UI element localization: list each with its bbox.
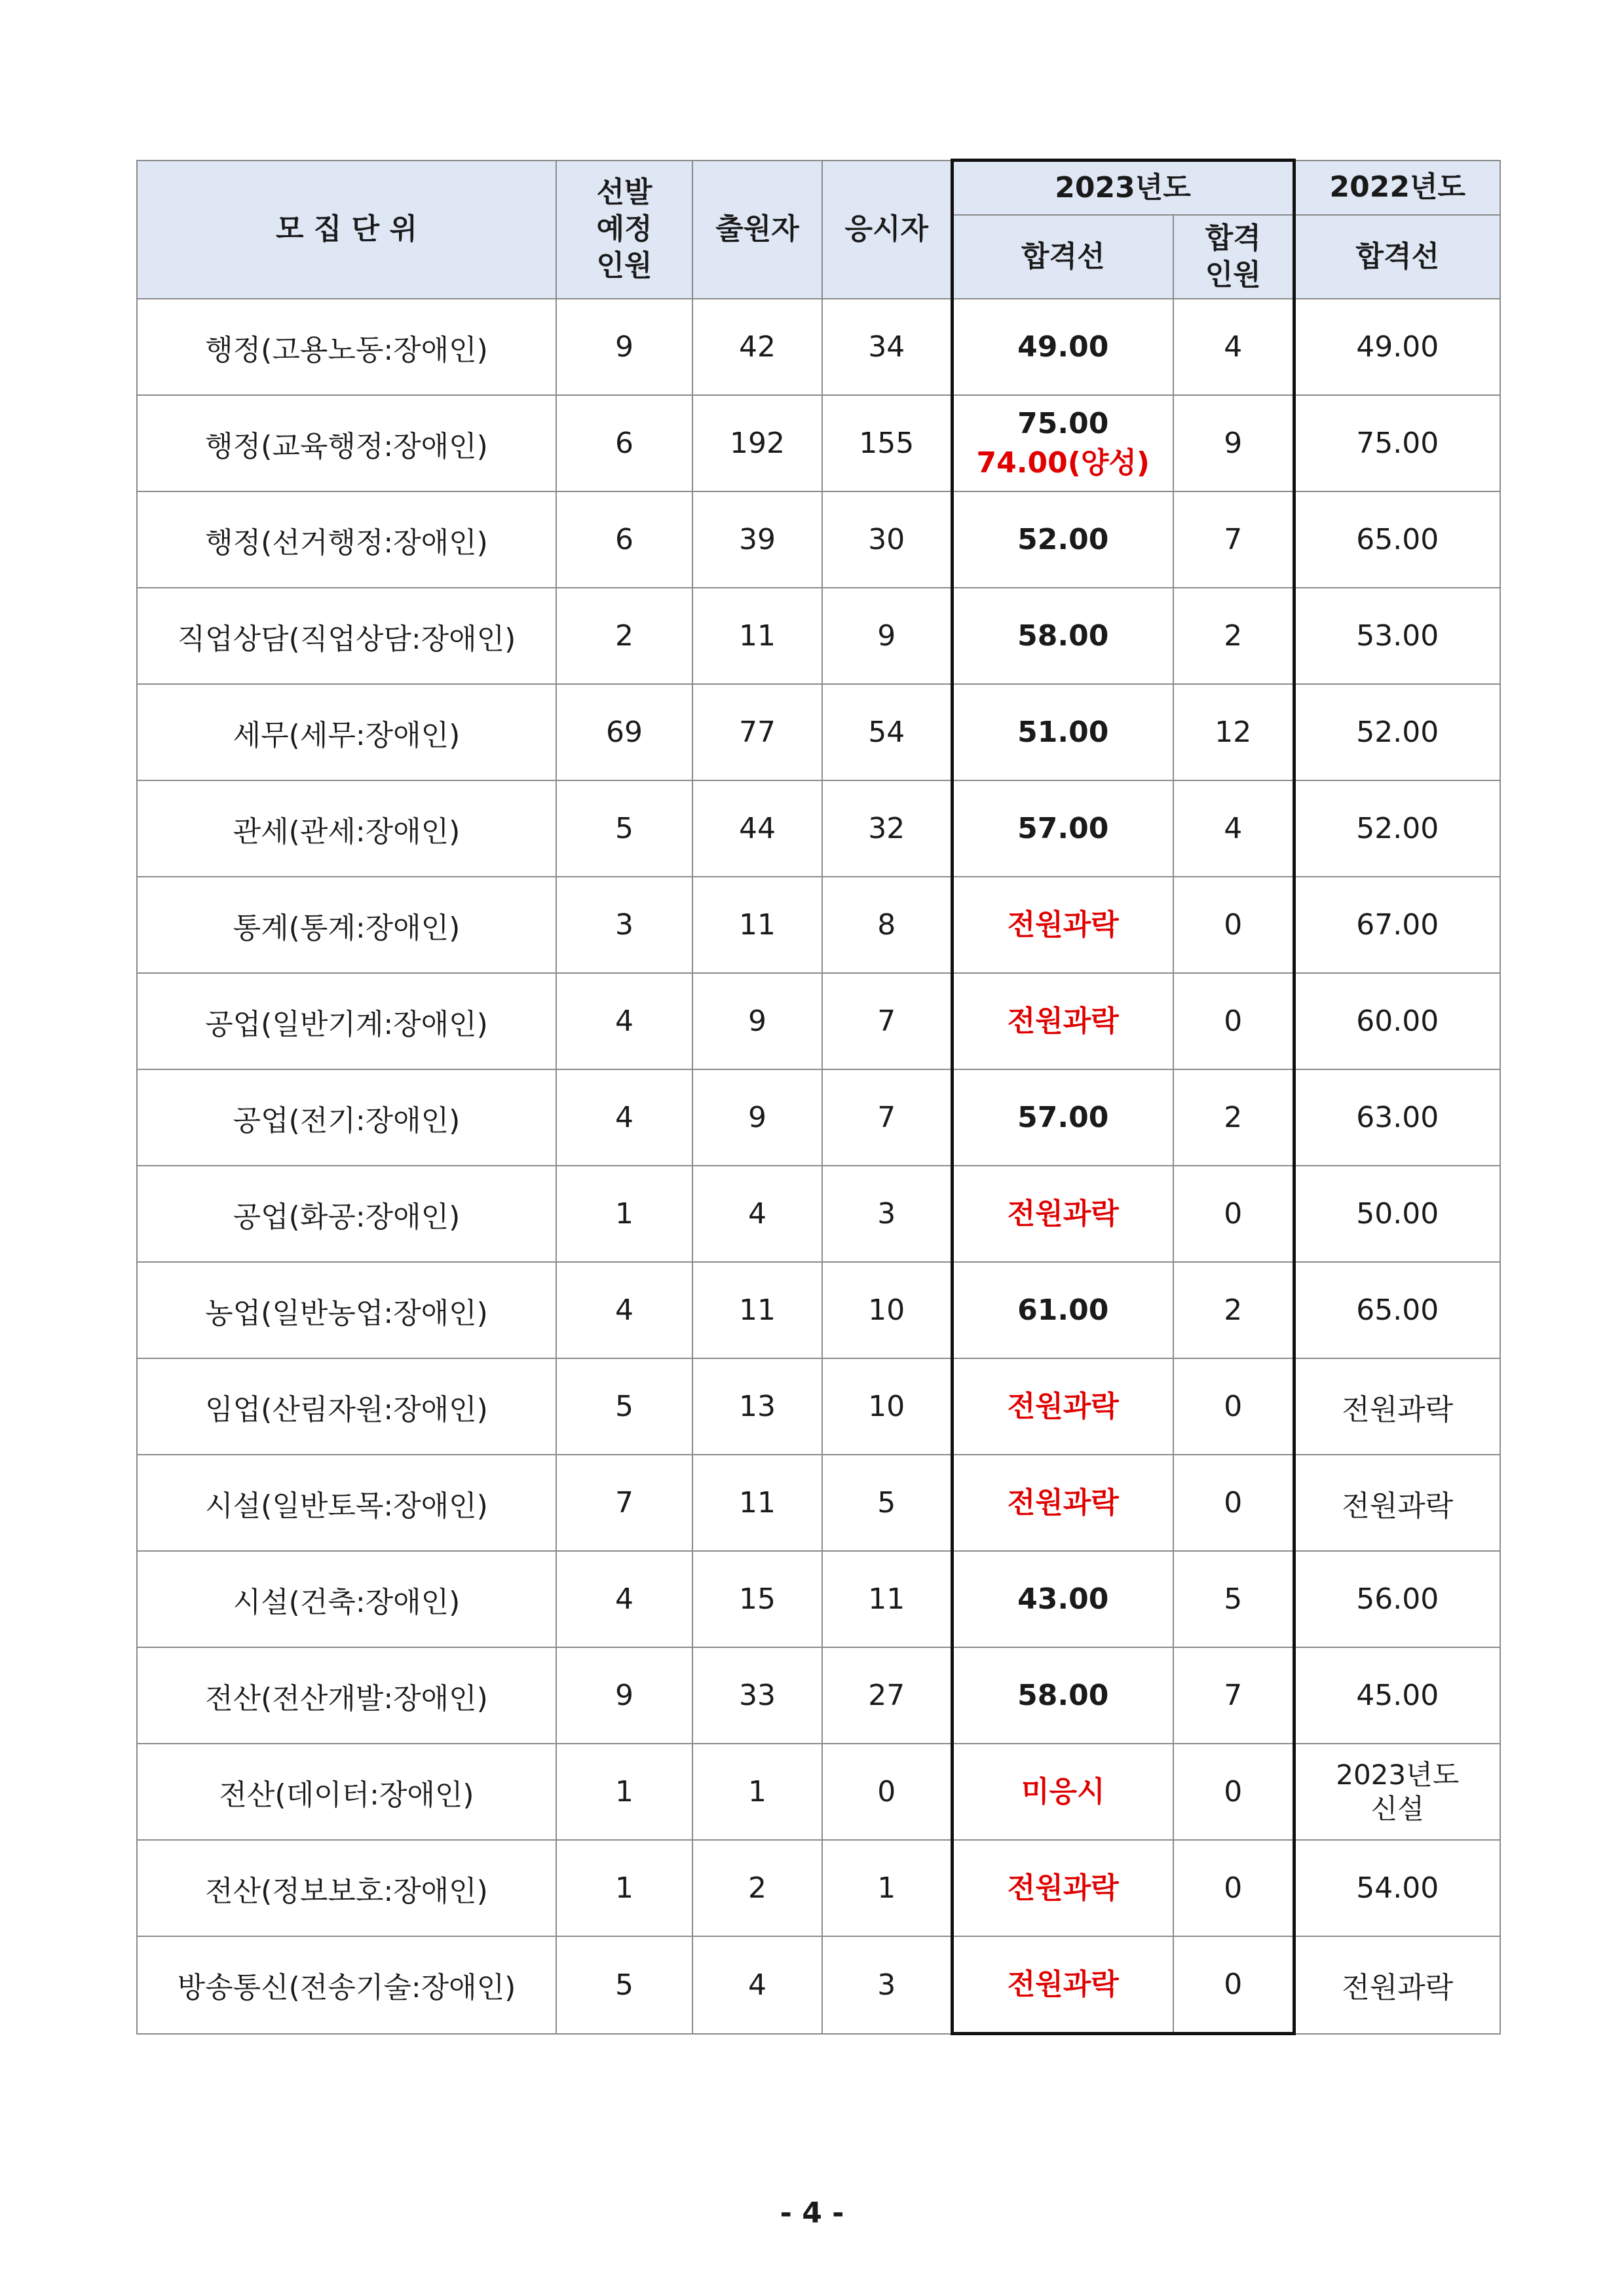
table-row [137,1166,1500,1262]
cutoff-2023-value: 43.00 [1017,1582,1109,1616]
cutoff-2023-cell [952,1069,1173,1166]
passed-count-cell: 5 [1173,1551,1294,1647]
planned-count-cell: 5 [556,1936,692,2034]
cutoff-2022-value: 전원과락 [1342,1392,1454,1426]
recruitment-unit-cell: 시설(일반토목:장애인) [137,1455,556,1551]
cutoff-2022-value: 전원과락 [1342,1971,1454,2005]
cutoff-2023-value: 전원과락 [1007,1196,1119,1231]
cutoff-2023-cell [952,684,1173,780]
table-row [137,1069,1500,1166]
cutoff-2023-cell [952,1936,1173,2034]
planned-count-cell: 9 [556,299,692,395]
recruitment-unit-cell: 전산(전산개발:장애인) [137,1647,556,1744]
examinees-count-cell: 3 [822,1936,952,2034]
applicants-count-cell: 4 [692,1166,822,1262]
planned-count-cell: 4 [556,1069,692,1166]
applicants-count-cell: 1 [692,1744,822,1840]
recruitment-unit-cell: 행정(고용노동:장애인) [137,299,556,395]
header-cutoff-2022: 합격선 [1294,215,1500,299]
planned-count-cell: 3 [556,877,692,973]
planned-count-cell: 4 [556,973,692,1069]
planned-count-cell: 4 [556,1262,692,1358]
cutoff-2023-cell [952,1166,1173,1262]
applicants-count-cell: 77 [692,684,822,780]
applicants-count-cell: 192 [692,395,822,491]
recruitment-unit-cell: 행정(교육행정:장애인) [137,395,556,491]
applicants-count-cell: 42 [692,299,822,395]
applicants-count-cell: 4 [692,1936,822,2034]
examinees-count-cell: 34 [822,299,952,395]
cutoff-2023-cell [952,877,1173,973]
applicants-count-cell: 11 [692,588,822,684]
cutoff-2023-cell [952,1358,1173,1455]
examinees-count-cell: 5 [822,1455,952,1551]
cutoff-2023-cell [952,1551,1173,1647]
table-row [137,1455,1500,1551]
cutoff-2022-value: 50.00 [1356,1197,1439,1231]
table-row [137,1262,1500,1358]
header-row-1 [137,161,1500,216]
passed-count-cell: 0 [1173,973,1294,1069]
cutoff-2023-value: 61.00 [1017,1293,1109,1327]
applicants-count-cell: 13 [692,1358,822,1455]
cutoff-2022-cell [1294,588,1500,684]
planned-count-cell: 6 [556,491,692,588]
table-row [137,780,1500,877]
recruitment-unit-cell: 시설(건축:장애인) [137,1551,556,1647]
table-row [137,299,1500,395]
table-row [137,1551,1500,1647]
planned-count-cell: 7 [556,1455,692,1551]
page-number: - 4 - [780,2196,844,2230]
cutoff-2022-cell [1294,1551,1500,1647]
recruitment-unit-cell: 공업(화공:장애인) [137,1166,556,1262]
applicants-count-cell: 2 [692,1840,822,1936]
cutoff-2023-value: 전원과락 [1007,908,1119,942]
cutoff-2022-value: 52.00 [1356,716,1439,749]
cutoff-2023-value: 58.00 [1017,1678,1109,1712]
recruitment-unit-cell: 직업상담(직업상담:장애인) [137,588,556,684]
passed-count-cell: 9 [1173,395,1294,491]
cutoff-2022-cell [1294,299,1500,395]
cutoff-2022-value: 63.00 [1356,1101,1439,1134]
cutoff-2023-value: 51.00 [1017,715,1109,749]
cutoff-2022-value: 54.00 [1356,1871,1439,1905]
cutoff-2023-value: 전원과락 [1007,1871,1119,1905]
header-planned-line1: 선발 [596,176,652,210]
cutoff-2022-value: 60.00 [1356,1004,1439,1038]
examinees-count-cell: 11 [822,1551,952,1647]
cutoff-2023-value: 58.00 [1017,619,1109,653]
planned-count-cell: 1 [556,1840,692,1936]
cutoff-2023-value: 75.00 [1017,406,1109,440]
cutoff-2023-extra: 74.00(양성) [976,446,1150,480]
applicants-count-cell: 44 [692,780,822,877]
table-row [137,684,1500,780]
cutoff-2022-value: 45.00 [1356,1679,1439,1712]
header-unit: 모 집 단 위 [137,161,556,299]
cutoff-2023-value: 49.00 [1017,330,1109,364]
cutoff-2023-value: 전원과락 [1007,1967,1119,2001]
passed-count-cell: 7 [1173,491,1294,588]
recruitment-results-table [136,159,1501,2035]
table-row [137,1744,1500,1840]
examinees-count-cell: 8 [822,877,952,973]
passed-count-cell: 4 [1173,780,1294,877]
cutoff-2023-cell [952,1840,1173,1936]
passed-count-cell: 2 [1173,588,1294,684]
cutoff-2022-cell [1294,973,1500,1069]
examinees-count-cell: 7 [822,1069,952,1166]
cutoff-2022-cell [1294,1358,1500,1455]
table-row [137,1358,1500,1455]
examinees-count-cell: 1 [822,1840,952,1936]
planned-count-cell: 1 [556,1744,692,1840]
passed-count-cell: 2 [1173,1262,1294,1358]
passed-count-cell: 0 [1173,1455,1294,1551]
cutoff-2023-cell [952,973,1173,1069]
cutoff-2022-cell [1294,395,1500,491]
planned-count-cell: 2 [556,588,692,684]
recruitment-unit-cell: 관세(관세:장애인) [137,780,556,877]
passed-count-cell: 4 [1173,299,1294,395]
examinees-count-cell: 3 [822,1166,952,1262]
recruitment-unit-cell: 세무(세무:장애인) [137,684,556,780]
table-row [137,588,1500,684]
header-year-2023: 2023년도 [952,161,1294,216]
examinees-count-cell: 10 [822,1262,952,1358]
examinees-count-cell: 155 [822,395,952,491]
cutoff-2022-cell [1294,780,1500,877]
passed-count-cell: 0 [1173,1936,1294,2034]
passed-count-cell: 0 [1173,1744,1294,1840]
applicants-count-cell: 39 [692,491,822,588]
header-planned-line2: 예정 [596,212,652,246]
cutoff-2022-value: 65.00 [1356,523,1439,556]
examinees-count-cell: 27 [822,1647,952,1744]
planned-count-cell: 69 [556,684,692,780]
cutoff-2022-value: 2023년도 [1336,1758,1460,1791]
examinees-count-cell: 10 [822,1358,952,1455]
results-body [137,299,1500,2034]
header-passed-line1: 합격 [1205,221,1261,255]
passed-count-cell: 0 [1173,1840,1294,1936]
cutoff-2022-cell [1294,1647,1500,1744]
cutoff-2022-cell [1294,877,1500,973]
cutoff-2022-cell [1294,1744,1500,1840]
header-planned-line3: 인원 [596,249,652,283]
cutoff-2023-cell [952,1744,1173,1840]
cutoff-2022-value: 67.00 [1356,908,1439,942]
header-passed-2023 [1173,215,1294,299]
header-applicants: 출원자 [692,161,822,299]
cutoff-2023-value: 전원과락 [1007,1389,1119,1423]
cutoff-2023-value: 전원과락 [1007,1004,1119,1038]
cutoff-2022-cell [1294,1166,1500,1262]
applicants-count-cell: 11 [692,1262,822,1358]
cutoff-2022-extra: 신설 [1370,1792,1424,1825]
cutoff-2022-cell [1294,1069,1500,1166]
table-row [137,973,1500,1069]
cutoff-2023-value: 전원과락 [1007,1485,1119,1520]
table-row [137,491,1500,588]
planned-count-cell: 1 [556,1166,692,1262]
cutoff-2022-value: 53.00 [1356,619,1439,653]
cutoff-2022-value: 56.00 [1356,1582,1439,1616]
planned-count-cell: 6 [556,395,692,491]
examinees-count-cell: 32 [822,780,952,877]
planned-count-cell: 5 [556,780,692,877]
table-row [137,877,1500,973]
cutoff-2022-value: 전원과락 [1342,1489,1454,1523]
applicants-count-cell: 9 [692,973,822,1069]
cutoff-2022-cell [1294,684,1500,780]
recruitment-unit-cell: 방송통신(전송기술:장애인) [137,1936,556,2034]
cutoff-2022-cell [1294,1455,1500,1551]
recruitment-unit-cell: 공업(일반기계:장애인) [137,973,556,1069]
header-passed-line2: 인원 [1205,258,1261,292]
header-cutoff-2023: 합격선 [952,215,1173,299]
applicants-count-cell: 11 [692,1455,822,1551]
table-row [137,1936,1500,2034]
cutoff-2023-cell [952,299,1173,395]
cutoff-2022-value: 52.00 [1356,812,1439,845]
table-row [137,1647,1500,1744]
table-row [137,1840,1500,1936]
cutoff-2022-value: 65.00 [1356,1293,1439,1327]
recruitment-unit-cell: 행정(선거행정:장애인) [137,491,556,588]
recruitment-unit-cell: 통계(통계:장애인) [137,877,556,973]
planned-count-cell: 4 [556,1551,692,1647]
applicants-count-cell: 9 [692,1069,822,1166]
applicants-count-cell: 11 [692,877,822,973]
applicants-count-cell: 33 [692,1647,822,1744]
cutoff-2023-cell [952,1262,1173,1358]
cutoff-2023-value: 57.00 [1017,811,1109,845]
cutoff-2022-cell [1294,1262,1500,1358]
header-examinees: 응시자 [822,161,952,299]
examinees-count-cell: 30 [822,491,952,588]
passed-count-cell: 12 [1173,684,1294,780]
passed-count-cell: 7 [1173,1647,1294,1744]
cutoff-2023-cell [952,1455,1173,1551]
cutoff-2023-value: 52.00 [1017,522,1109,556]
recruitment-unit-cell: 임업(산림자원:장애인) [137,1358,556,1455]
recruitment-unit-cell: 전산(정보보호:장애인) [137,1840,556,1936]
passed-count-cell: 2 [1173,1069,1294,1166]
cutoff-2023-cell [952,491,1173,588]
examinees-count-cell: 54 [822,684,952,780]
examinees-count-cell: 7 [822,973,952,1069]
planned-count-cell: 9 [556,1647,692,1744]
recruitment-unit-cell: 농업(일반농업:장애인) [137,1262,556,1358]
cutoff-2022-cell [1294,1936,1500,2034]
planned-count-cell: 5 [556,1358,692,1455]
recruitment-unit-cell: 전산(데이터:장애인) [137,1744,556,1840]
cutoff-2023-value: 미응시 [1021,1774,1105,1808]
header-planned [556,161,692,299]
passed-count-cell: 0 [1173,1166,1294,1262]
table-row [137,395,1500,491]
examinees-count-cell: 9 [822,588,952,684]
cutoff-2023-cell [952,780,1173,877]
cutoff-2022-value: 49.00 [1356,330,1439,364]
recruitment-unit-cell: 공업(전기:장애인) [137,1069,556,1166]
cutoff-2023-cell [952,588,1173,684]
header-year-2022: 2022년도 [1294,161,1500,216]
passed-count-cell: 0 [1173,1358,1294,1455]
cutoff-2022-cell [1294,491,1500,588]
cutoff-2022-cell [1294,1840,1500,1936]
examinees-count-cell: 0 [822,1744,952,1840]
passed-count-cell: 0 [1173,877,1294,973]
cutoff-2022-value: 75.00 [1356,427,1439,460]
applicants-count-cell: 15 [692,1551,822,1647]
cutoff-2023-value: 57.00 [1017,1100,1109,1134]
cutoff-2023-cell [952,1647,1173,1744]
cutoff-2023-cell [952,395,1173,491]
